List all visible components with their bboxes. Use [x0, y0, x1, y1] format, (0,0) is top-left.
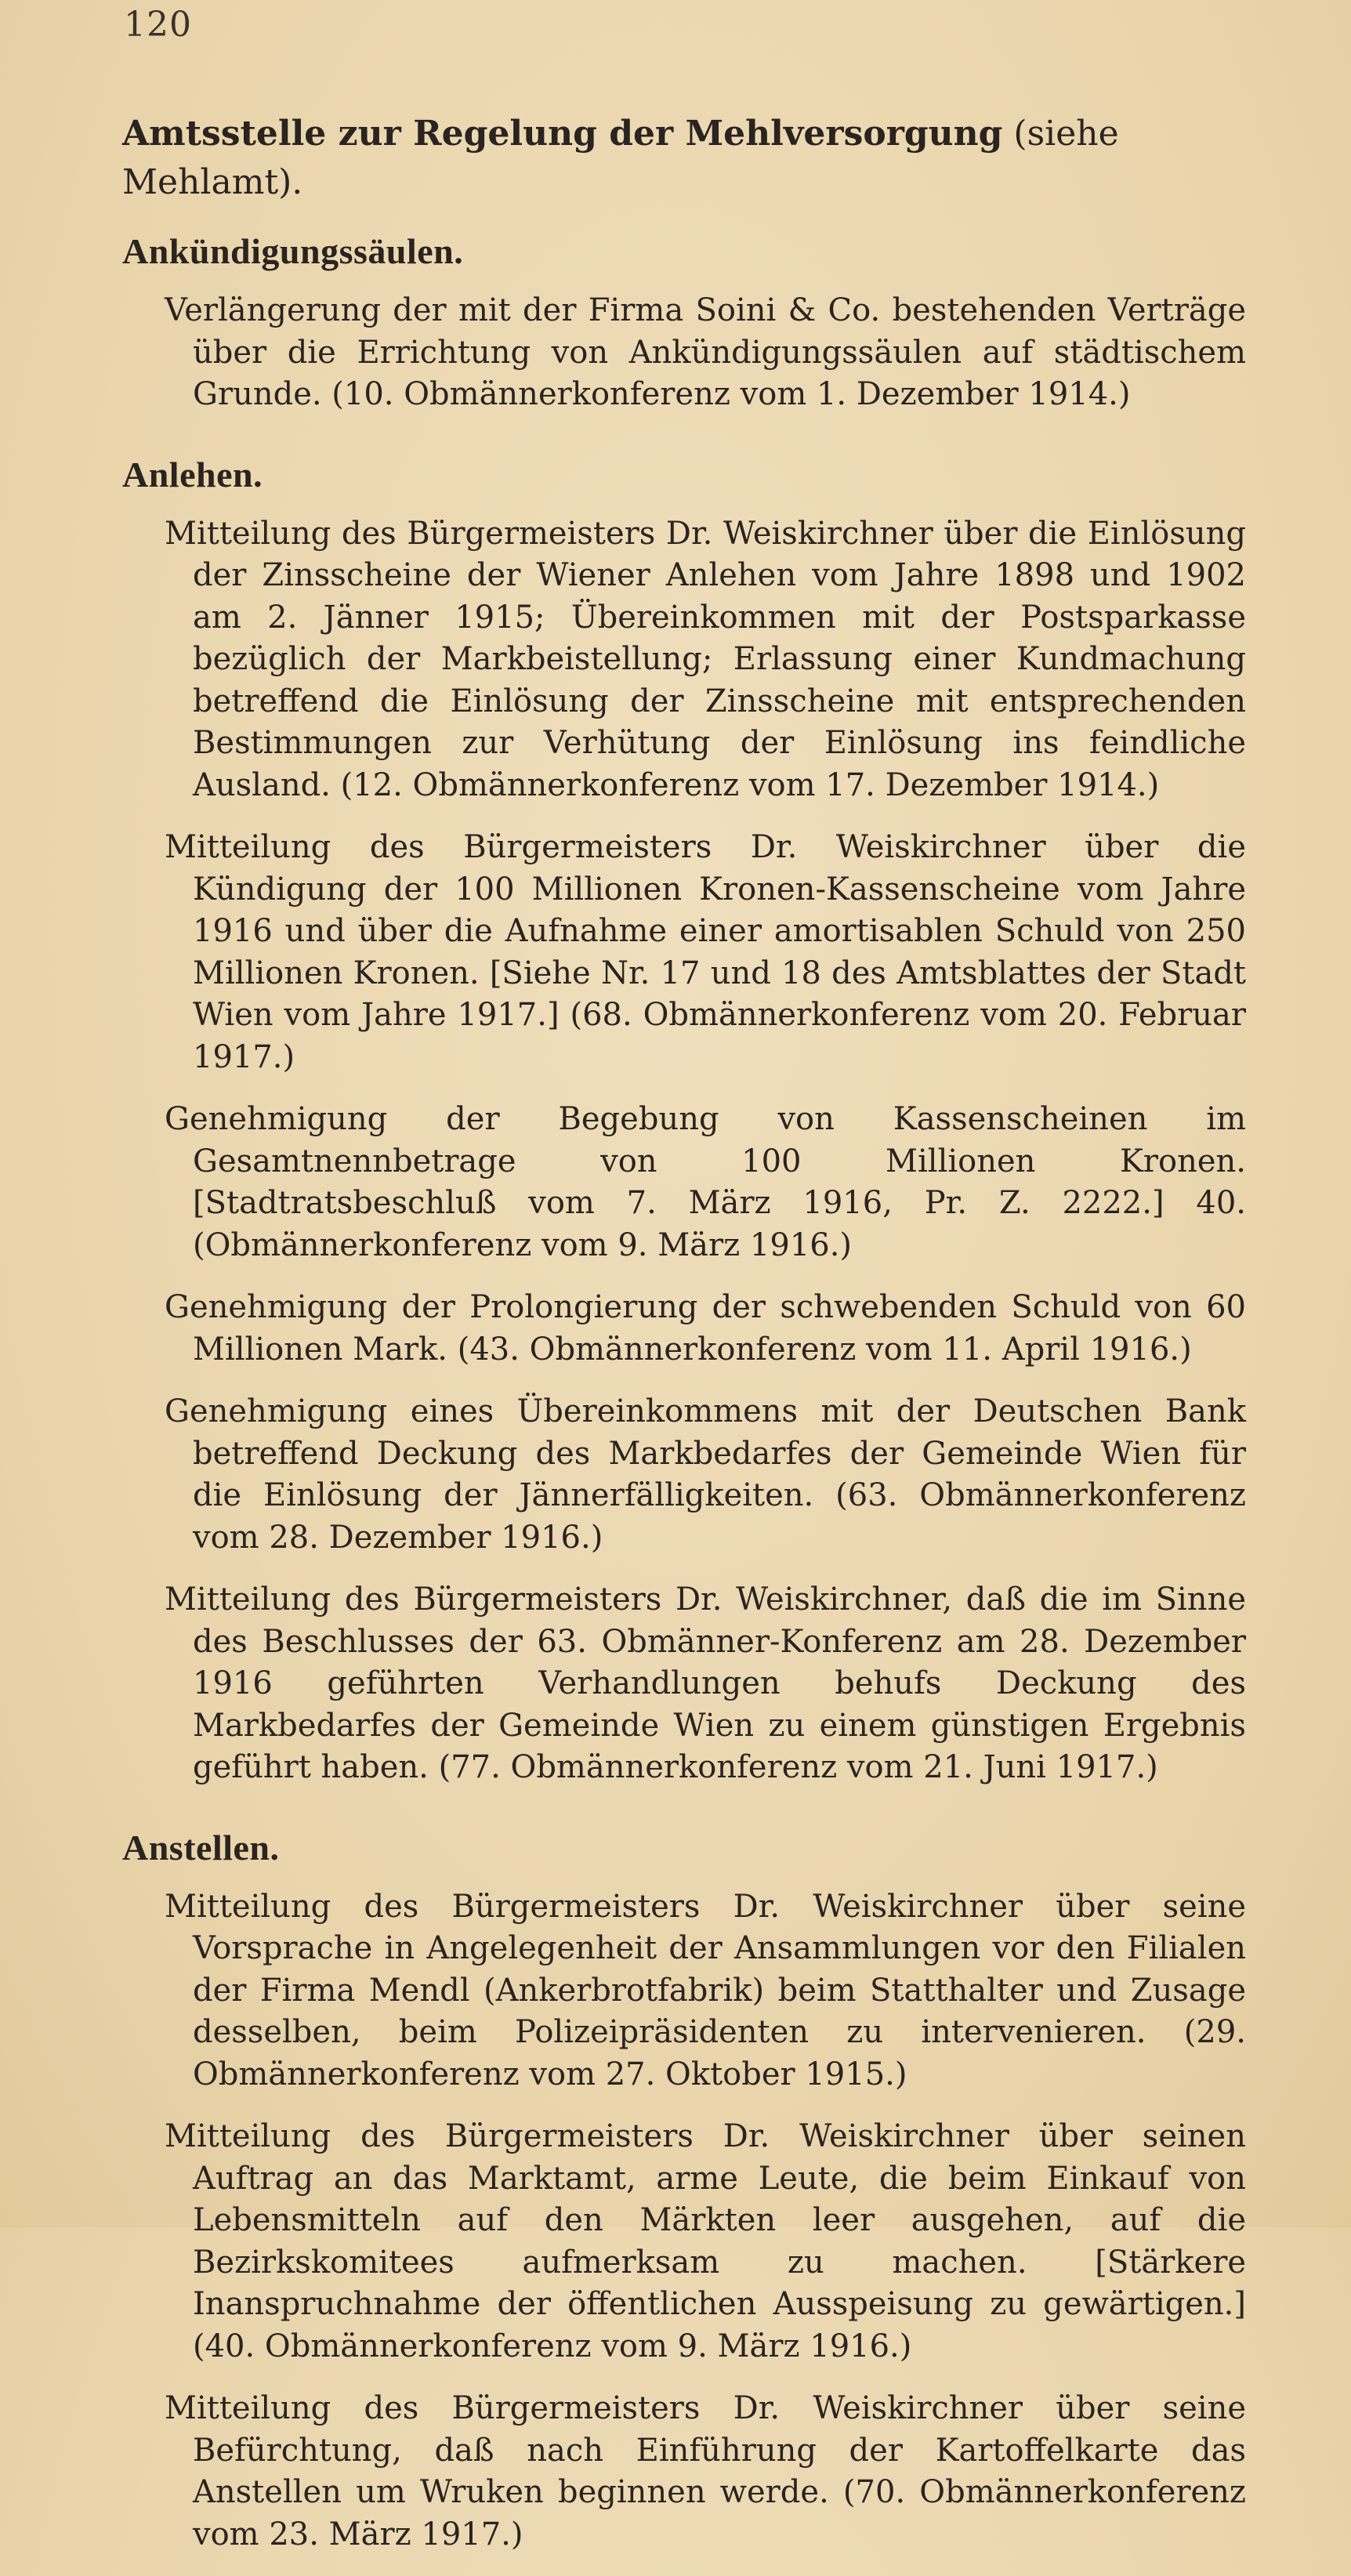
page-content	[118, 110, 1246, 2576]
entry: Mitteilung des Bürgermeisters Dr. Weiskirchner über die Kündigung der 100 Millionen Kronen-Kassenscheine vom Jahre 1916 und über die Aufnahme einer amortisablen Schuld von 250 Millionen Kronen. [Siehe Nr. 17 und 18 des Amtsblattes der Stadt Wien vom Jahre 1917.] (68. Obmännerkonferenz vom 20. Februar 1917.)	[165, 829, 1246, 1075]
entry: Genehmigung der Begebung von Kassenscheinen im Gesamtnennbetrage von 100 Millionen Kronen. [Stadtratsbeschluß vom 7. März 1916, Pr. Z. 2222.] 40. (Obmännerkonferenz vom 9. März 1916.)	[165, 1101, 1246, 1263]
entry: Mitteilung des Bürgermeisters Dr. Weiskirchner über seinen Auftrag an das Marktamt, arme Leute, die beim Einkauf von Lebensmitteln auf den Märkten leer ausgehen, auf die Bezirkskomitees aufmerksam zu machen. [Stärkere Inanspruchnahme der öffentlichen Ausspeisung zu gewärtigen.] (40. Obmännerkonferenz vom 9. März 1916.)	[165, 2118, 1246, 2364]
section-heading-anstellen: Anstellen.	[122, 1827, 280, 1868]
entry: Mitteilung des Bürgermeisters Dr. Weiskirchner über seine Befürchtung, daß nach Einführung der Kartoffelkarte das Anstellen um Wruken beginnen werde. (70. Obmännerkonferenz vom 23. März 1917.)	[165, 2390, 1246, 2552]
entry: Genehmigung der Prolongierung der schwebenden Schuld von 60 Millionen Mark. (43. Obmännerkonferenz vom 11. April 1916.)	[165, 1289, 1246, 1368]
entry: Genehmigung eines Übereinkommens mit der Deutschen Bank betreffend Deckung des Markbedarfes der Gemeinde Wien für die Einlösung der Jännerfälligkeiten. (63. Obmännerkonferenz vom 28. Dezember 1916.)	[165, 1393, 1246, 1556]
intro-line	[122, 110, 1246, 207]
entry: Mitteilung des Bürgermeisters Dr. Weiskirchner über die Einlösung der Zinsscheine der Wiener Anlehen vom Jahre 1898 und 1902 am 2. Jänner 1915; Übereinkommen mit der Postsparkasse bezüglich der Markbeistellung; Erlassung einer Kundmachung betreffend die Einlösung der Zinsscheine mit entsprechenden Bestimmungen zur Verhütung der Einlösung ins feindliche Ausland. (12. Obmännerkonferenz vom 17. Dezember 1914.)	[165, 515, 1246, 803]
page-number: 120	[124, 5, 192, 45]
entry: Mitteilung des Bürgermeisters Dr. Weiskirchner über seine Vorsprache in Angelegenheit der Ansammlungen vor den Filialen der Firma Mendl (Ankerbrotfabrik) beim Statthalter und Zusage desselben, beim Polizeipräsidenten zu intervenieren. (29. Obmännerkonferenz vom 27. Oktober 1915.)	[165, 1888, 1246, 2092]
intro-reference: (siehe Mehlamt).	[122, 114, 1119, 202]
entry: Mitteilung des Bürgermeisters Dr. Weiskirchner, daß die im Sinne des Beschlusses der 63. Obmänner-Konferenz am 28. Dezember 1916 geführten Verhandlungen behufs Deckung des Markbedarfes der Gemeinde Wien zu einem günstigen Ergebnis geführt haben. (77. Obmännerkonferenz vom 21. Juni 1917.)	[165, 1581, 1246, 1785]
intro-heading: Amtsstelle zur Regelung der Mehlversorgung	[122, 114, 1003, 154]
entry: Verlängerung der mit der Firma Soini & Co. bestehenden Verträge über die Errichtung von Ankündigungssäulen auf städtischem Grunde. (10. Obmännerkonferenz vom 1. Dezember 1914.)	[165, 292, 1246, 412]
section-heading-ankuendigungssaeulen: Ankündigungssäulen.	[122, 231, 464, 271]
section-heading-anlehen: Anlehen.	[122, 454, 263, 495]
